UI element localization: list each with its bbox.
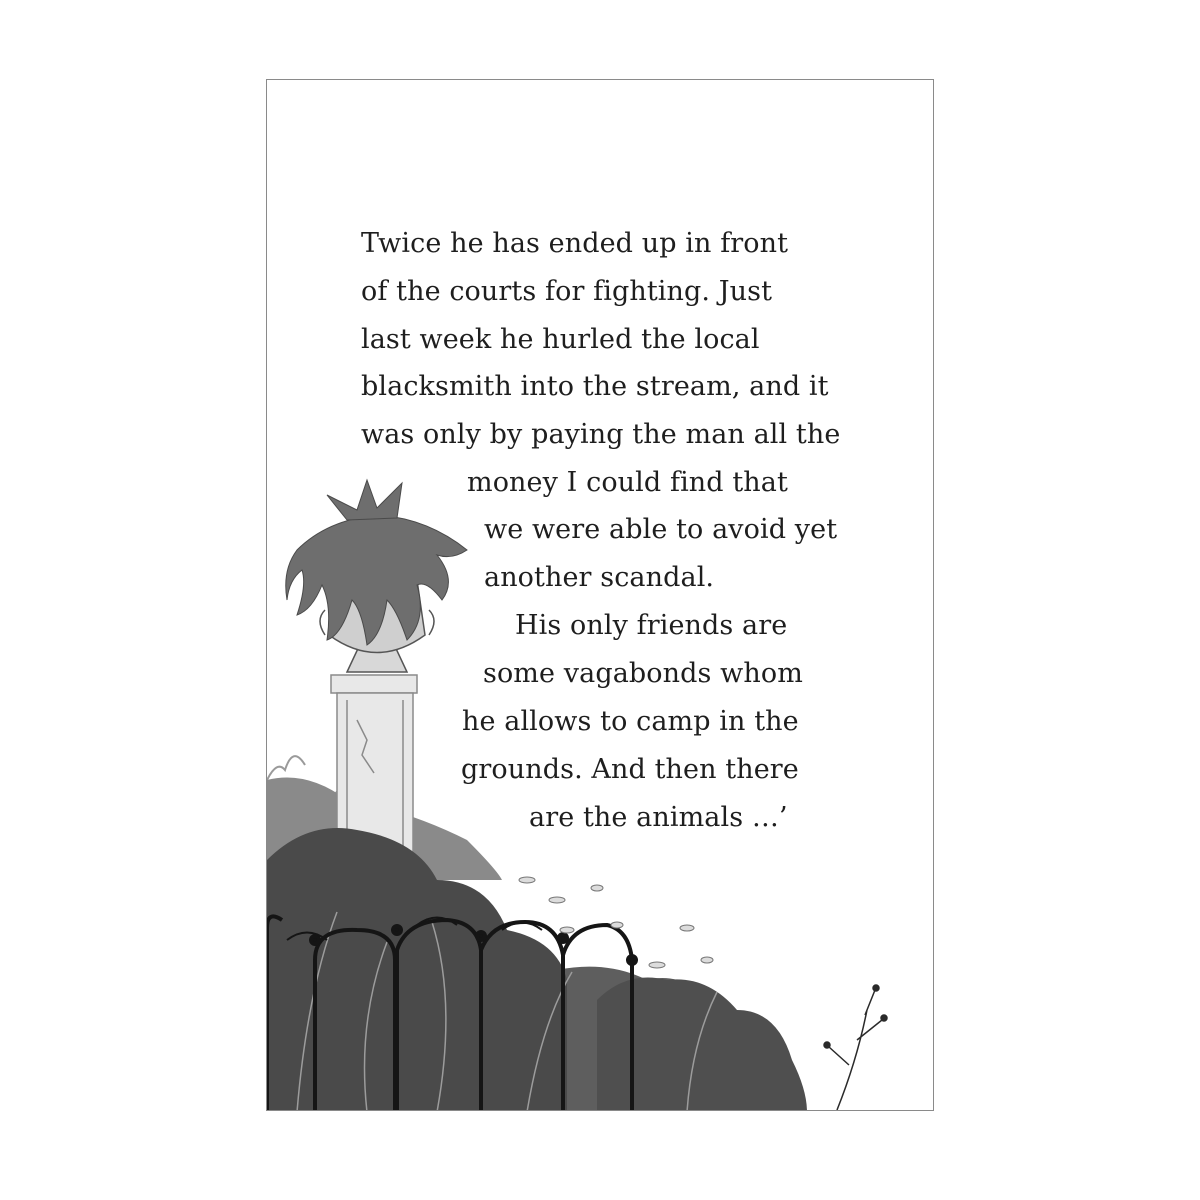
text-line-12: grounds. And then there: [461, 754, 799, 785]
text-line-8: another scandal.: [484, 562, 715, 593]
text-line-2: of the courts for fighting. Just: [361, 276, 773, 307]
text-line-10: some vagabonds whom: [483, 658, 803, 689]
twig: [824, 985, 887, 1110]
urn-foliage: [286, 480, 467, 645]
text-line-9: His only friends are: [515, 610, 788, 641]
text-line-11: he allows to camp in the: [462, 706, 799, 737]
hedge-right: [597, 978, 807, 1112]
text-line-7: we were able to avoid yet: [484, 514, 838, 545]
text-line-13: are the animals …’: [529, 802, 788, 833]
text-line-5: was only by paying the man all the: [361, 419, 841, 450]
text-line-6: money I could find that: [467, 467, 788, 498]
hedge-left: [267, 828, 567, 1111]
text-line-1: Twice he has ended up in front: [361, 228, 789, 259]
text-line-4: blacksmith into the stream, and it: [361, 371, 829, 402]
text-line-3: last week he hurled the local: [361, 324, 760, 355]
book-page: [266, 79, 934, 1111]
